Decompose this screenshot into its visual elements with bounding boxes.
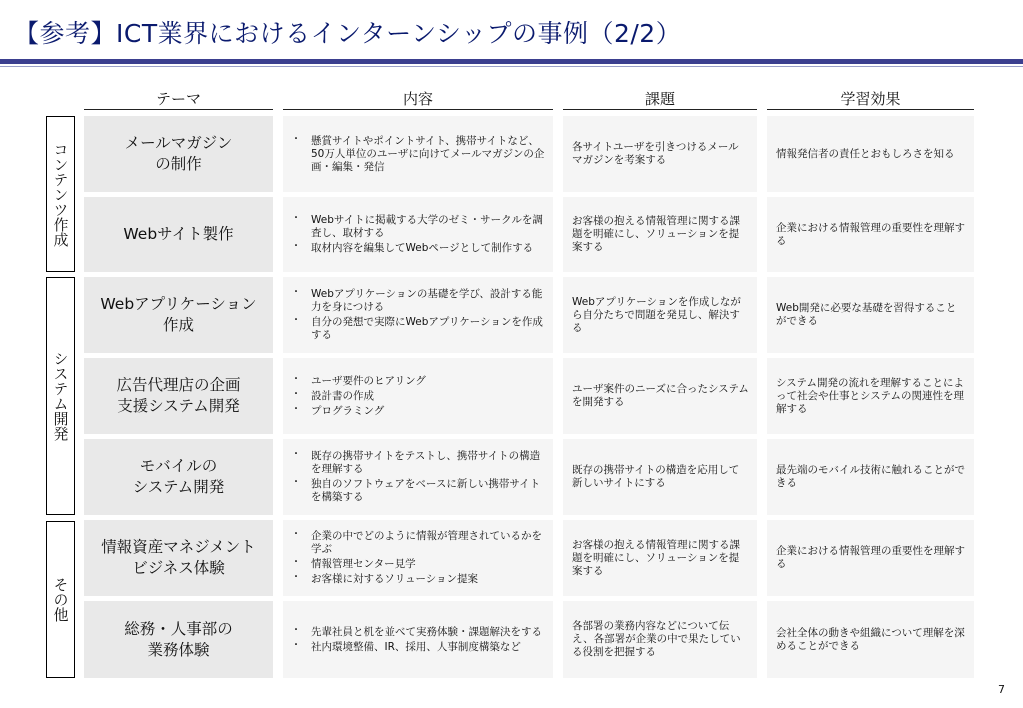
title-divider-thin [0, 66, 1023, 67]
task-cell [563, 601, 757, 678]
effect-text: 最先端のモバイル技術に触れることができる [776, 464, 965, 489]
group-content-creation [46, 116, 75, 272]
task-cell [563, 116, 757, 192]
content-item: ・ 先輩社員と机を並べて実務体験・課題解決をする [291, 626, 542, 639]
theme-line: 業務体験 [147, 640, 210, 659]
content-list [291, 133, 547, 176]
task-cell [563, 277, 757, 353]
theme-cell [84, 116, 273, 192]
task-text: 既存の携帯サイトの構造を応用して新しいサイトにする [572, 464, 740, 489]
task-text: 各部署の業務内容などについて伝え、各部署が企業の中で果たしている役割を把握する [572, 620, 741, 658]
content-cell [283, 358, 553, 434]
content-item: ・ 設計書の作成 [291, 390, 426, 403]
content-list [291, 448, 547, 506]
content-cell [283, 439, 553, 515]
content-cell [283, 116, 553, 192]
theme-line: システム開発 [132, 478, 225, 496]
task-text: お客様の抱える情報管理に関する課題を明確にし、ソリューションを提案する [572, 538, 740, 577]
task-text: ユーザ案件のニーズに合ったシステムを開発する [572, 383, 749, 408]
effect-cell [767, 277, 974, 353]
content-item: ・ お客様に対するソリューション提案 [291, 573, 547, 586]
content-list [291, 528, 547, 588]
effect-cell [767, 358, 974, 434]
group-label: その他 [51, 577, 70, 622]
task-text: Webアプリケーションを作成しながら自分たちで問題を発見し、解決する [572, 295, 741, 334]
content-cell [283, 520, 553, 596]
theme-line: 広告代理店の企画 [116, 376, 241, 394]
effect-cell [767, 116, 974, 192]
group-label: コンテンツ作成 [51, 141, 70, 247]
header-content: 内容 [402, 90, 433, 108]
content-item: ・ 社内環境整備、IR、採用、人事制度構築など [291, 641, 542, 654]
header-underline [563, 109, 757, 110]
theme-cell [84, 520, 273, 596]
content-item: ・ 独自のソフトウェアをベースに新しい携帯サイトを構築する [291, 478, 547, 504]
page-title: 【参考】ICT業界におけるインターンシップの事例（2/2） [14, 19, 682, 48]
content-item: ・ 懸賞サイトやポイントサイト、携帯サイトなど、50万人単位のユーザに向けてメールマガジンの企画・編集・発信 [291, 135, 547, 174]
effect-text: 会社全体の動きや組織について理解を深めることができる [776, 626, 965, 652]
effect-cell [767, 197, 974, 272]
theme-line: 支援システム開発 [117, 397, 240, 415]
effect-text: 情報発信者の責任とおもしろさを知る [776, 147, 955, 160]
effect-cell [767, 520, 974, 596]
content-item: ・ 企業の中でどのように情報が管理されているかを学ぶ [291, 530, 547, 556]
content-item: ・ ユーザ要件のヒアリング [291, 375, 426, 388]
theme-line: Webサイト製作 [123, 225, 234, 243]
effect-text: Web開発に必要な基礎を習得することができる [776, 302, 957, 327]
theme-line: 作成 [162, 316, 194, 334]
content-list [291, 212, 547, 257]
header-underline [283, 109, 553, 110]
content-cell [283, 601, 553, 678]
theme-line: の制作 [155, 155, 202, 173]
content-cell [283, 197, 553, 272]
content-item: ・ Webサイトに掲載する大学のゼミ・サークルを調査し、取材する [291, 214, 547, 240]
theme-cell [84, 601, 273, 678]
header-effect: 学習効果 [840, 90, 901, 108]
theme-line: 総務・人事部の [124, 619, 233, 638]
page-number: 7 [998, 683, 1005, 696]
task-cell [563, 358, 757, 434]
task-text: 各サイトユーザを引きつけるメールマガジンを考案する [572, 141, 739, 166]
task-cell [563, 520, 757, 596]
theme-cell [84, 439, 273, 515]
content-item: ・ 取材内容を編集してWebページとして制作する [291, 242, 547, 255]
header-theme: テーマ [155, 90, 201, 108]
effect-text: 企業における情報管理の重要性を理解する [776, 545, 965, 570]
content-list [291, 373, 426, 420]
theme-line: Webアプリケーション [100, 295, 257, 313]
content-item: ・ 情報管理センター見学 [291, 558, 547, 571]
header-underline [84, 109, 273, 110]
theme-cell [84, 358, 273, 434]
content-list [291, 624, 542, 656]
group-other [46, 521, 75, 678]
group-system-development [46, 277, 75, 515]
task-text: お客様の抱える情報管理に関する課題を明確にし、ソリューションを提案する [572, 215, 740, 253]
effect-text: システム開発の流れを理解することによって社会や仕事とシステムの関連性を理解する [776, 376, 964, 415]
effect-text: 企業における情報管理の重要性を理解する [776, 221, 965, 247]
theme-line: 情報資産マネジメント [101, 538, 256, 556]
header-underline [767, 109, 974, 110]
effect-cell [767, 601, 974, 678]
theme-line: ビジネス体験 [132, 559, 225, 577]
content-item: ・ 自分の発想で実際にWebアプリケーションを作成する [291, 316, 547, 342]
content-item: ・ Webアプリケーションの基礎を学び、設計する能力を身につける [291, 288, 547, 314]
content-list [291, 286, 547, 344]
theme-line: メールマガジン [124, 134, 233, 152]
group-label: システム開発 [51, 351, 70, 441]
task-cell [563, 439, 757, 515]
title-divider [0, 59, 1023, 64]
theme-line: モバイルの [139, 457, 218, 475]
header-task: 課題 [644, 90, 675, 108]
theme-cell [84, 277, 273, 353]
content-cell [283, 277, 553, 353]
effect-cell [767, 439, 974, 515]
theme-cell [84, 197, 273, 272]
content-item: ・ 既存の携帯サイトをテストし、携帯サイトの構造を理解する [291, 450, 547, 476]
content-item: ・ プログラミング [291, 405, 426, 418]
task-cell [563, 197, 757, 272]
